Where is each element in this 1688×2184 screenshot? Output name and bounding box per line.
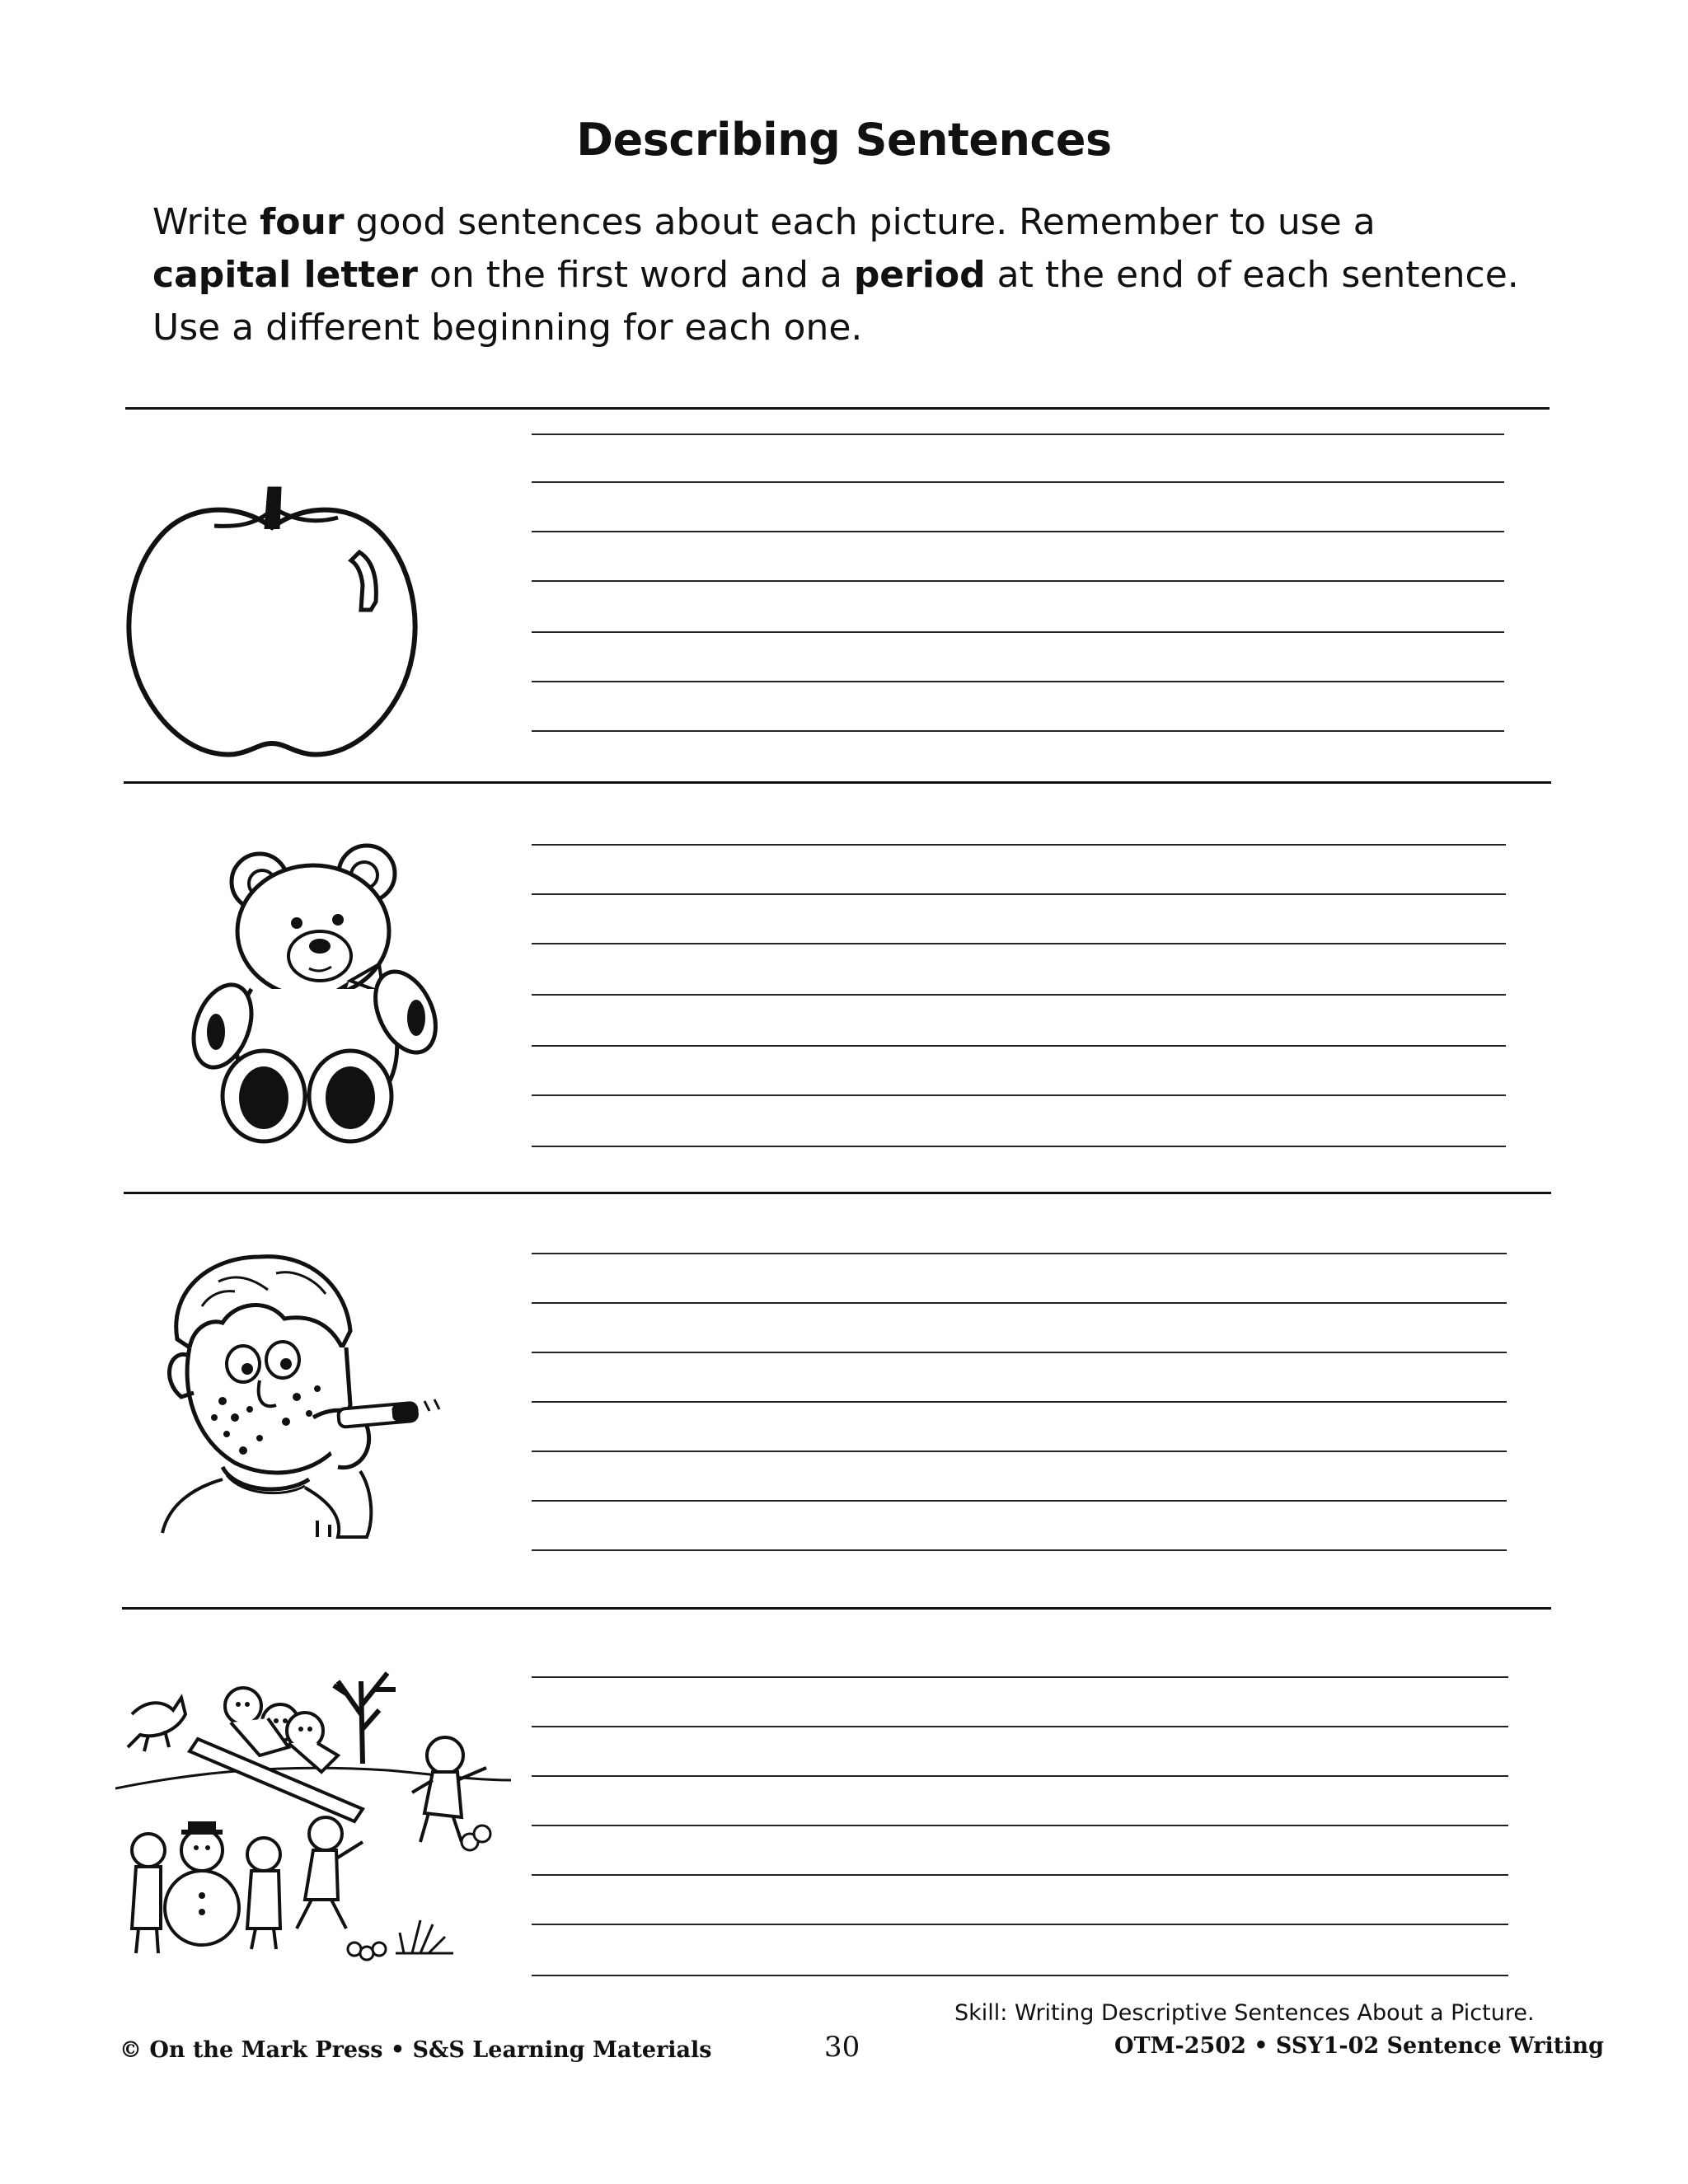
writing-line[interactable]	[532, 1451, 1507, 1452]
writing-line[interactable]	[532, 1146, 1506, 1147]
page-number: 30	[824, 2031, 860, 2064]
apple-icon	[115, 478, 429, 766]
instructions-text: Use a different beginning for each one.	[152, 307, 863, 349]
writing-line[interactable]	[532, 730, 1504, 732]
winter-children-playing-icon	[115, 1665, 511, 1978]
writing-line[interactable]	[532, 1825, 1508, 1826]
section-divider	[122, 1607, 1551, 1610]
writing-line[interactable]	[532, 1500, 1507, 1502]
footer-publisher: © On the Mark Press • S&S Learning Materials	[120, 2037, 712, 2063]
instructions-text: Write	[152, 201, 260, 243]
writing-line[interactable]	[532, 1775, 1508, 1777]
instructions-text: good sentences about each picture. Remember to use a	[344, 201, 1376, 243]
writing-line[interactable]	[532, 1676, 1508, 1678]
writing-line[interactable]	[532, 943, 1506, 944]
section-divider	[125, 407, 1550, 410]
section-divider	[124, 1192, 1551, 1194]
skill-note: Skill: Writing Descriptive Sentences About a Picture.	[954, 2000, 1535, 2026]
instructions-text: on the first word and a	[418, 254, 854, 296]
writing-line[interactable]	[532, 531, 1504, 532]
sick-child-thermometer-icon	[144, 1240, 457, 1554]
instructions-text: at the end of each sentence.	[985, 254, 1519, 296]
writing-line[interactable]	[532, 434, 1504, 435]
instructions	[152, 196, 1570, 354]
writing-line[interactable]	[532, 1253, 1507, 1254]
writing-line[interactable]	[532, 1549, 1507, 1551]
writing-line[interactable]	[532, 1302, 1507, 1304]
instructions-emphasis: period	[853, 254, 986, 296]
instructions-emphasis: capital letter	[152, 254, 419, 296]
writing-line[interactable]	[532, 580, 1504, 582]
writing-line[interactable]	[532, 1401, 1507, 1403]
footer-product-code: OTM-2502 • SSY1-02 Sentence Writing	[1114, 2033, 1604, 2059]
writing-line[interactable]	[532, 1094, 1506, 1096]
writing-line[interactable]	[532, 1975, 1508, 1976]
section-divider	[124, 781, 1551, 784]
writing-line[interactable]	[532, 481, 1504, 483]
page-title: Describing Sentences	[576, 114, 1112, 166]
writing-line[interactable]	[532, 1726, 1508, 1727]
teddy-bear-icon	[181, 832, 445, 1146]
writing-line[interactable]	[532, 681, 1504, 682]
writing-line[interactable]	[532, 631, 1504, 633]
writing-line[interactable]	[532, 1924, 1508, 1925]
writing-line[interactable]	[532, 1874, 1508, 1876]
instructions-emphasis: four	[260, 201, 345, 243]
writing-line[interactable]	[532, 844, 1506, 846]
writing-line[interactable]	[532, 994, 1506, 996]
writing-line[interactable]	[532, 893, 1506, 895]
writing-line[interactable]	[532, 1352, 1507, 1353]
writing-line[interactable]	[532, 1045, 1506, 1047]
